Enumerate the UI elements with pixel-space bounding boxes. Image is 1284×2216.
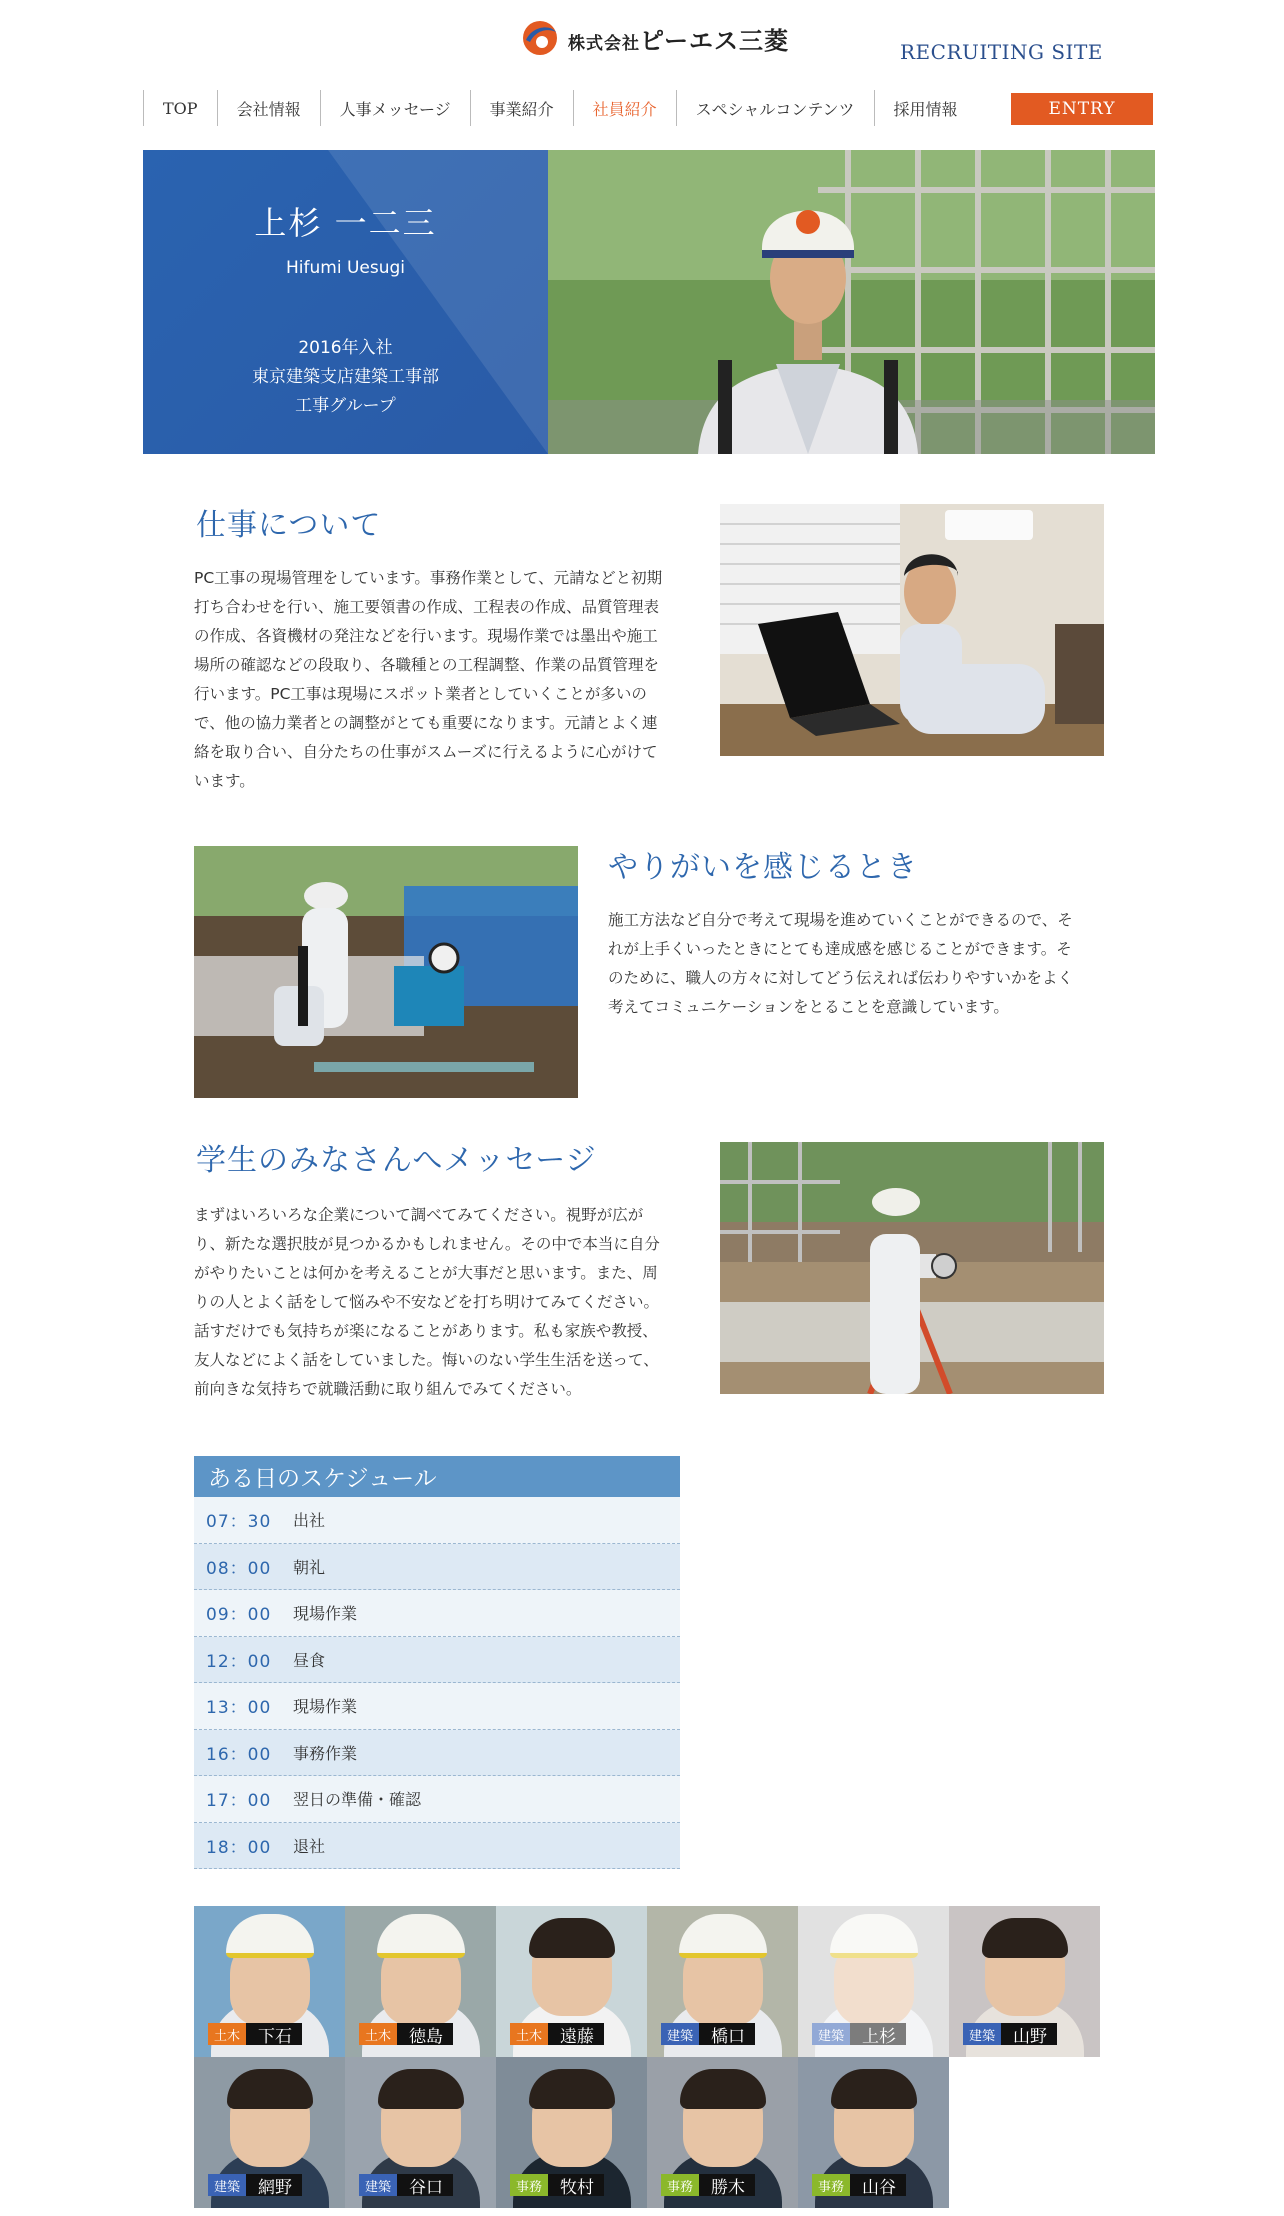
nav-item[interactable]: 事業紹介 xyxy=(470,90,573,126)
section-text-work xyxy=(194,564,694,796)
text-line: りの人とよく話をして悩みや不安などを打ち明けてみてください。 xyxy=(194,1293,660,1311)
staff-card[interactable] xyxy=(194,1906,345,2057)
schedule-row xyxy=(194,1637,680,1684)
site-photo-illustration xyxy=(194,846,578,1098)
schedule-time: 18：00 xyxy=(206,1837,272,1858)
staff-name: 山野 xyxy=(1013,2026,1048,2047)
staff-card[interactable] xyxy=(798,1906,949,2057)
staff-label xyxy=(812,2174,906,2196)
staff-label xyxy=(510,2023,604,2045)
logo-mark-icon xyxy=(520,18,560,58)
staff-label xyxy=(661,2023,755,2045)
text-line: います。 xyxy=(194,772,255,790)
schedule-activity: 翌日の準備・確認 xyxy=(293,1790,422,1810)
schedule-time: 12：00 xyxy=(206,1651,272,1672)
schedule-title: ある日のスケジュール xyxy=(194,1456,680,1497)
daily-schedule xyxy=(194,1456,680,1869)
text-line: 友人などによく話をしていました。悔いのない学生生活を送って、 xyxy=(194,1351,659,1369)
hero-photo-illustration xyxy=(548,150,1155,454)
text-line: のために、職人の方々に対してどう伝えれば伝わりやすいかをよく xyxy=(608,969,1074,987)
staff-photo-hair xyxy=(378,2069,464,2109)
schedule-activity: 出社 xyxy=(293,1511,326,1531)
schedule-row xyxy=(194,1683,680,1730)
staff-card[interactable] xyxy=(496,2057,647,2208)
staff-category-badge: 建築 xyxy=(812,2023,850,2045)
text-line: 施工方法など自分で考えて現場を進めていくことができるので、そ xyxy=(608,911,1073,929)
staff-category-badge: 事務 xyxy=(812,2174,850,2196)
section-title-reward: やりがいを感じるとき xyxy=(608,850,918,885)
staff-card[interactable] xyxy=(798,2057,949,2208)
schedule-row xyxy=(194,1590,680,1637)
text-line: 行います。PC工事は現場にスポット業者としていくことが多いの xyxy=(194,685,647,703)
text-line: 場所の確認などの段取り、各職種との工程調整、作業の品質管理を xyxy=(194,656,660,674)
employee-name: 上杉 一二三 xyxy=(254,204,437,242)
department: 東京建築支店建築工事部 xyxy=(252,367,439,387)
staff-card[interactable] xyxy=(496,1906,647,2057)
schedule-list xyxy=(194,1497,680,1869)
staff-category-badge: 建築 xyxy=(359,2174,397,2196)
staff-name: 網野 xyxy=(258,2177,293,2198)
employee-info xyxy=(143,334,548,421)
text-line: まずはいろいろな企業について調べてみてください。視野が広が xyxy=(194,1206,644,1224)
text-line: 話すだけでも気持ちが楽になることがあります。私も家族や教授、 xyxy=(194,1322,658,1340)
nav-item[interactable]: 社員紹介 xyxy=(573,90,676,126)
nav-item[interactable]: 会社情報 xyxy=(217,90,320,126)
photo-surveying xyxy=(720,1142,1104,1394)
staff-label xyxy=(359,2023,453,2045)
staff-card[interactable] xyxy=(647,2057,798,2208)
staff-label xyxy=(208,2023,302,2045)
staff-card[interactable] xyxy=(345,2057,496,2208)
text-line: 打ち合わせを行い、施工要領書の作成、工程表の作成、品質管理表 xyxy=(194,598,660,616)
logo-text: 株式会社ピーエス三菱 xyxy=(568,26,790,55)
staff-name: 下石 xyxy=(258,2026,293,2047)
staff-photo-hair xyxy=(227,2069,313,2109)
staff-photo-hair xyxy=(529,1918,615,1958)
staff-category-badge: 土木 xyxy=(359,2023,397,2045)
staff-label xyxy=(208,2174,302,2196)
company-logo[interactable] xyxy=(520,18,789,58)
text-line: PC工事の現場管理をしています。事務作業として、元請などと初期 xyxy=(194,569,663,587)
text-line: 考えてコミュニケーションをとることを意識しています。 xyxy=(608,998,1009,1016)
text-line: れが上手くいったときにとても達成感を感じることができます。そ xyxy=(608,940,1072,958)
staff-name: 橋口 xyxy=(711,2026,746,2047)
helmet-icon xyxy=(679,1914,767,1958)
helmet-icon xyxy=(377,1914,465,1958)
schedule-time: 16：00 xyxy=(206,1744,272,1765)
section-title-message: 学生のみなさんへメッセージ xyxy=(196,1143,597,1178)
photo-office-laptop xyxy=(720,504,1104,756)
nav-item[interactable]: TOP xyxy=(143,90,217,126)
staff-name: 谷口 xyxy=(409,2177,444,2198)
group: 工事グループ xyxy=(295,396,396,416)
helmet-icon xyxy=(226,1914,314,1958)
schedule-time: 13：00 xyxy=(206,1698,272,1719)
staff-name: 山谷 xyxy=(862,2177,897,2198)
staff-category-badge: 建築 xyxy=(661,2023,699,2045)
text-line: で、他の協力業者との調整がとても重要になります。元請とよく連 xyxy=(194,714,658,732)
staff-card[interactable] xyxy=(949,1906,1100,2057)
staff-name: 勝木 xyxy=(711,2177,746,2198)
staff-photo-hair xyxy=(982,1918,1068,1958)
staff-label xyxy=(510,2174,604,2196)
schedule-activity: 事務作業 xyxy=(293,1743,358,1763)
global-nav xyxy=(143,90,977,126)
text-line: の作成、各資機材の発注などを行います。現場作業では墨出や施工 xyxy=(194,627,658,645)
recruiting-site-label: RECRUITING SITE xyxy=(900,40,1103,64)
profile-card xyxy=(143,150,548,454)
schedule-time: 17：00 xyxy=(206,1791,272,1812)
staff-category-badge: 事務 xyxy=(510,2174,548,2196)
schedule-activity: 退社 xyxy=(293,1836,326,1856)
staff-name: 上杉 xyxy=(862,2026,897,2047)
schedule-row xyxy=(194,1823,680,1870)
profile-hero xyxy=(143,150,1155,454)
schedule-activity: 朝礼 xyxy=(293,1557,326,1577)
staff-category-badge: 土木 xyxy=(510,2023,548,2045)
staff-photo-hair xyxy=(831,2069,917,2109)
nav-item[interactable]: スペシャルコンテンツ xyxy=(676,90,874,126)
staff-card[interactable] xyxy=(194,2057,345,2208)
schedule-activity: 現場作業 xyxy=(293,1604,358,1624)
staff-card[interactable] xyxy=(345,1906,496,2057)
schedule-row xyxy=(194,1730,680,1777)
schedule-activity: 昼食 xyxy=(293,1650,326,1670)
current-staff-overlay xyxy=(798,1906,949,2057)
schedule-activity: 現場作業 xyxy=(293,1697,358,1717)
staff-card[interactable] xyxy=(647,1906,798,2057)
nav-item[interactable]: 採用情報 xyxy=(874,90,977,126)
hero-photo xyxy=(548,150,1155,454)
schedule-time: 09：00 xyxy=(206,1605,272,1626)
office-photo-illustration xyxy=(720,504,1104,756)
staff-name: 徳島 xyxy=(409,2026,444,2047)
text-line: 絡を取り合い、自分たちの仕事がスムーズに行えるように心がけて xyxy=(194,743,658,761)
staff-category-badge: 事務 xyxy=(661,2174,699,2196)
staff-label xyxy=(661,2174,755,2196)
schedule-row xyxy=(194,1776,680,1823)
staff-name: 牧村 xyxy=(560,2177,595,2198)
schedule-time: 08：00 xyxy=(206,1558,272,1579)
text-line: がやりたいことは何かを考えることが大事だと思います。また、周 xyxy=(194,1264,658,1282)
section-text-reward xyxy=(608,906,1108,1022)
staff-category-badge: 建築 xyxy=(208,2174,246,2196)
staff-name: 遠藤 xyxy=(560,2026,595,2047)
staff-label xyxy=(963,2023,1057,2045)
survey-photo-illustration xyxy=(720,1142,1104,1394)
staff-category-badge: 土木 xyxy=(208,2023,246,2045)
section-text-message xyxy=(194,1201,694,1404)
staff-photo-hair xyxy=(680,2069,766,2109)
staff-photo-hair xyxy=(529,2069,615,2109)
employee-name-romaji: Hifumi Uesugi xyxy=(286,258,405,278)
photo-site-work xyxy=(194,846,578,1098)
text-line: り、新たな選択肢が見つかるかもしれません。その中で本当に自分 xyxy=(194,1235,660,1253)
text-line: 前向きな気持ちで就職活動に取り組んでみてください。 xyxy=(194,1380,582,1398)
section-title-work: 仕事について xyxy=(196,508,382,543)
schedule-row xyxy=(194,1544,680,1591)
nav-item[interactable]: 人事メッセージ xyxy=(320,90,470,126)
entry-button[interactable]: ENTRY xyxy=(1011,93,1153,125)
schedule-time: 07：30 xyxy=(206,1512,272,1533)
staff-category-badge: 建築 xyxy=(963,2023,1001,2045)
join-year: 2016年入社 xyxy=(298,338,393,358)
site-header xyxy=(0,0,1284,150)
schedule-row xyxy=(194,1497,680,1544)
staff-label xyxy=(359,2174,453,2196)
